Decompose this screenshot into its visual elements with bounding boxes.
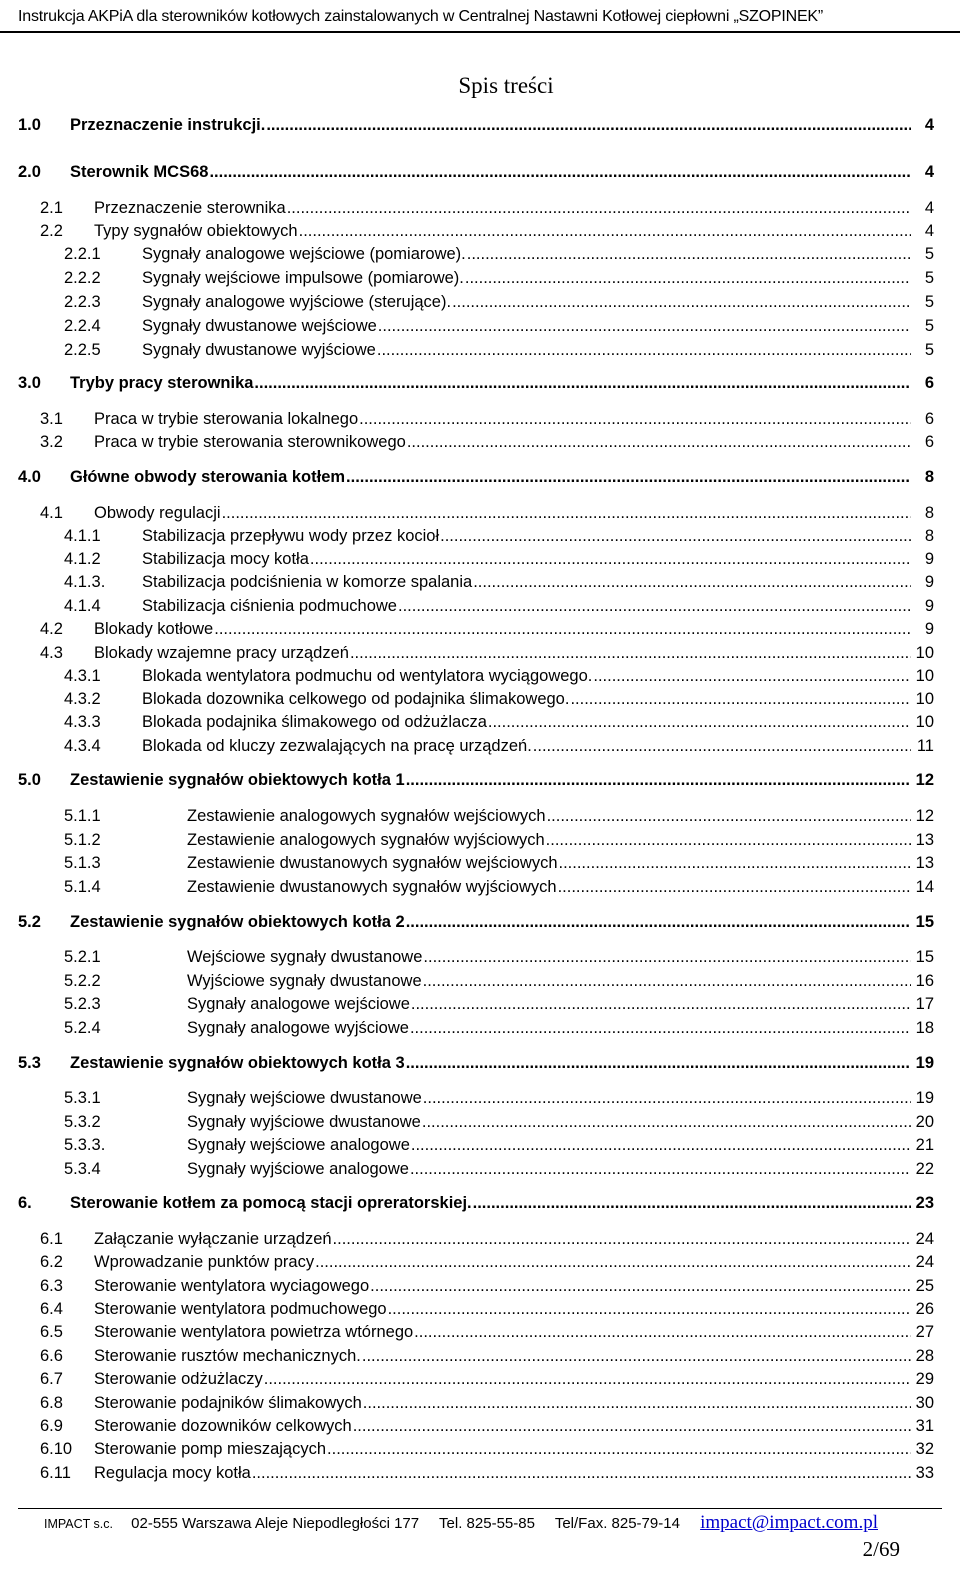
toc-entry-title: Blokada od kluczy zezwalających na pracę urządzeń. [142,737,532,755]
toc-entry[interactable] [40,1463,934,1483]
toc-entry-number: 4.1.2 [64,550,101,568]
toc-entry-title: Zestawienie analogowych sygnałów wejściowych [187,807,546,825]
toc-dot-leader [299,221,911,241]
toc-dot-leader [533,736,911,756]
toc-entry-number: 5.3 [18,1054,41,1072]
toc-entry[interactable] [40,1276,934,1296]
toc-entry-number: 5.2 [18,913,41,931]
toc-entry-number: 2.2.3 [64,293,101,311]
toc-dot-leader [310,549,911,569]
toc-dot-leader [350,643,911,663]
toc-entry[interactable] [64,736,934,756]
toc-entry-number: 4.3.2 [64,690,101,708]
toc-entry-number: 6.11 [40,1464,71,1482]
toc-entry-number: 6.4 [40,1300,63,1318]
toc-dot-leader [252,1463,911,1483]
toc-entry-number: 5.2.4 [64,1019,101,1037]
toc-dot-leader [559,853,911,873]
toc-entry[interactable] [40,1393,934,1413]
toc-entry-title: Sygnały analogowe wyjściowe [187,1019,409,1037]
toc-entry-page: 6 [924,433,934,451]
toc-entry[interactable] [18,115,934,135]
page-number: 2/69 [862,1537,900,1561]
toc-entry-number: 6.5 [40,1323,63,1341]
toc-entry[interactable] [40,1322,934,1342]
toc-dot-leader [411,1135,911,1155]
toc-entry-number: 2.2 [40,222,63,240]
toc-entry-number: 6.10 [40,1440,73,1458]
toc-entry-title: Sterowanie dozowników celkowych [94,1417,352,1435]
toc-entry-title: Sterowanie wentylatora wyciagowego [94,1277,370,1295]
toc-dot-leader [209,162,911,182]
toc-dot-leader [465,268,911,288]
toc-dot-leader [315,1252,911,1272]
toc-entry-page: 5 [924,293,934,311]
toc-dot-leader [406,1053,911,1073]
toc-dot-leader [363,1393,911,1413]
toc-entry[interactable] [40,221,934,241]
toc-entry-page: 11 [916,737,934,755]
toc-entry[interactable] [64,712,934,732]
toc-entry-page: 26 [915,1300,934,1318]
toc-entry-page: 4 [924,199,934,217]
toc-dot-leader [333,1229,911,1249]
toc-entry[interactable] [40,1439,934,1459]
toc-entry-title: Obwody regulacji [94,504,221,522]
toc-entry[interactable] [64,830,934,850]
toc-title [0,73,960,99]
toc-entry-title: Zestawienie dwustanowych sygnałów wejściowych [187,854,558,872]
toc-dot-leader [423,971,911,991]
toc-entry[interactable] [64,572,934,592]
toc-entry-page: 13 [915,831,934,849]
toc-dot-leader [398,596,911,616]
toc-entry-title: Sterowanie podajników ślimakowych [94,1394,362,1412]
toc-entry-title: Blokada wentylatora podmuchu od wentylatora wyciągowego. [142,667,593,685]
toc-entry[interactable] [18,162,934,182]
toc-entry-page: 27 [915,1323,934,1341]
toc-dot-leader [452,292,911,312]
toc-entry-page: 10 [915,644,934,662]
toc-dot-leader [377,340,911,360]
toc-entry[interactable] [18,1053,934,1073]
toc-entry[interactable] [40,643,934,663]
toc-entry-title: Sterowanie rusztów mechanicznych. [94,1347,361,1365]
toc-entry[interactable] [64,244,934,264]
toc-entry-page: 12 [915,807,934,825]
toc-dot-leader [287,198,911,218]
toc-entry-page: 29 [915,1370,934,1388]
toc-entry-title: Przeznaczenie sterownika [94,199,286,217]
toc-entry-page: 15 [915,913,934,931]
toc-dot-leader [410,1018,911,1038]
footer-fax: Tel/Fax. 825-79-14 [554,1515,680,1532]
toc-entry-number: 5.0 [18,771,41,789]
toc-entry[interactable] [40,1252,934,1272]
toc-entry[interactable] [40,1229,934,1249]
toc-entry-page: 19 [915,1089,934,1107]
toc-entry-title: Sygnały wejściowe analogowe [187,1136,410,1154]
toc-dot-leader [410,1159,911,1179]
toc-entry-page: 6 [924,410,934,428]
toc-entry-title: Typy sygnałów obiektowych [94,222,298,240]
toc-dot-leader [378,316,911,336]
toc-entry-title: Sygnały wejściowe impulsowe (pomiarowe). [142,269,464,287]
toc-entry-page: 17 [915,995,934,1013]
toc-entry[interactable] [18,467,934,487]
toc-entry-page: 5 [924,245,934,263]
toc-entry-page: 24 [915,1230,934,1248]
toc-entry[interactable] [64,596,934,616]
toc-dot-leader [467,244,911,264]
toc-entry-title: Blokada dozownika celkowego od podajnika ślimakowego. [142,690,570,708]
toc-entry[interactable] [40,409,934,429]
toc-entry-number: 6.1 [40,1230,63,1248]
toc-entry-title: Sygnały dwustanowe wejściowe [142,317,377,335]
toc-entry-page: 23 [915,1194,934,1212]
toc-entry-page: 20 [915,1113,934,1131]
toc-entry-number: 6.6 [40,1347,63,1365]
toc-entry-title: Tryby pracy sterownika [70,374,254,392]
toc-dot-leader [264,1369,911,1389]
toc-entry-number: 5.3.2 [64,1113,101,1131]
toc-entry[interactable] [64,340,934,360]
toc-entry[interactable] [18,1193,934,1213]
toc-entry-title: Sterowanie kotłem za pomocą stacji opreratorskiej. [70,1194,472,1212]
toc-entry[interactable] [40,1416,934,1436]
toc-entry-page: 12 [915,771,934,789]
toc-entry-page: 8 [924,468,934,486]
toc-entry[interactable] [64,549,934,569]
toc-entry-number: 5.1.3 [64,854,101,872]
toc-entry[interactable] [64,877,934,897]
toc-entry-title: Główne obwody sterowania kotłem [70,468,346,486]
toc-entry-page: 30 [915,1394,934,1412]
toc-dot-leader [488,712,911,732]
toc-dot-leader [327,1439,911,1459]
toc-entry-page: 21 [915,1136,934,1154]
toc-entry-page: 25 [915,1277,934,1295]
toc-title-text: Spis treści [458,73,554,98]
toc-entry-page: 9 [924,550,934,568]
toc-entry[interactable] [64,994,934,1014]
toc-entry[interactable] [64,947,934,967]
toc-entry-number: 6.7 [40,1370,63,1388]
toc-entry-title: Wejściowe sygnały dwustanowe [187,948,423,966]
toc-entry-number: 6. [18,1194,32,1212]
toc-entry-page: 4 [924,163,934,181]
toc-entry-title: Sygnały wejściowe dwustanowe [187,1089,422,1107]
toc-entry-number: 1.0 [18,116,41,134]
toc-entry-page: 10 [915,690,934,708]
toc-dot-leader [422,1112,911,1132]
toc-entry[interactable] [18,912,934,932]
toc-entry-page: 33 [915,1464,934,1482]
document-footer [44,1514,878,1533]
toc-entry-number: 6.2 [40,1253,63,1271]
toc-entry-title: Sterownik MCS68 [70,163,209,181]
toc-entry[interactable] [64,268,934,288]
toc-dot-leader [346,467,911,487]
footer-company: IMPACT s.c. [44,1517,113,1531]
toc-entry[interactable] [18,770,934,790]
toc-entry-page: 19 [915,1054,934,1072]
footer-phone: Tel. 825-55-85 [439,1515,535,1532]
toc-entry[interactable] [40,432,934,452]
toc-entry-title: Sygnały dwustanowe wyjściowe [142,341,376,359]
toc-dot-leader [570,689,911,709]
toc-entry-number: 4.3.4 [64,737,101,755]
toc-entry-title: Zestawienie dwustanowych sygnałów wyjściowych [187,878,557,896]
toc-entry-title: Blokady kotłowe [94,620,214,638]
toc-dot-leader [558,877,911,897]
toc-entry-title: Sterowanie wentylatora podmuchowego [94,1300,387,1318]
toc-entry-title: Sygnały wyjściowe dwustanowe [187,1113,421,1131]
toc-entry-page: 10 [915,667,934,685]
toc-entry-number: 6.3 [40,1277,63,1295]
header-text: Instrukcja AKPiA dla sterowników kotłowych zainstalowanych w Centralnej Nastawni Kotłowej ciepłowni „SZOPINEK” [18,8,824,25]
toc-dot-leader [359,409,911,429]
toc-entry-number: 4.3.3 [64,713,101,731]
toc-dot-leader [388,1299,911,1319]
toc-entry-title: Sterowanie pomp mieszających [94,1440,327,1458]
toc-entry[interactable] [64,1112,934,1132]
toc-dot-leader [214,619,911,639]
toc-entry-number: 5.1.2 [64,831,101,849]
toc-entry-title: Regulacja mocy kotła [94,1464,251,1482]
toc-entry[interactable] [64,666,934,686]
document-header [0,0,960,33]
toc-entry-title: Blokady wzajemne pracy urządzeń [94,644,349,662]
toc-entry-number: 4.3 [40,644,63,662]
toc-entry-page: 31 [915,1417,934,1435]
toc-dot-leader [370,1276,911,1296]
toc-entry-page: 10 [915,713,934,731]
footer-divider [18,1508,942,1509]
toc-entry-number: 5.3.1 [64,1089,101,1107]
toc-entry-page: 8 [924,504,934,522]
toc-dot-leader [254,373,911,393]
toc-entry-page: 14 [915,878,934,896]
toc-entry-number: 4.1.4 [64,597,101,615]
toc-entry-title: Sygnały analogowe wyjściowe (sterujące). [142,293,452,311]
toc-entry-page: 9 [924,573,934,591]
toc-entry-number: 5.2.2 [64,972,101,990]
toc-entry-number: 6.8 [40,1394,63,1412]
toc-entry-page: 24 [915,1253,934,1271]
toc-entry-page: 5 [924,269,934,287]
toc-entry[interactable] [18,373,934,393]
toc-entry-number: 4.3.1 [64,667,101,685]
toc-entry-number: 4.0 [18,468,41,486]
toc-dot-leader [222,503,911,523]
toc-entry[interactable] [64,292,934,312]
toc-entry[interactable] [64,689,934,709]
toc-entry-number: 5.1.4 [64,878,101,896]
toc-entry[interactable] [64,853,934,873]
toc-entry-title: Zestawienie analogowych sygnałów wyjściowych [187,831,545,849]
toc-entry[interactable] [64,806,934,826]
toc-dot-leader [407,432,911,452]
toc-entry-page: 18 [915,1019,934,1037]
toc-entry-title: Blokada podajnika ślimakowego od odżużlacza [142,713,487,731]
toc-dot-leader [546,830,911,850]
toc-entry-title: Stabilizacja podciśnienia w komorze spalania [142,573,473,591]
toc-entry[interactable] [40,198,934,218]
toc-entry-page: 16 [915,972,934,990]
toc-dot-leader [406,770,911,790]
toc-entry-number: 4.1.1 [64,527,101,545]
toc-entry-number: 5.2.1 [64,948,101,966]
toc-entry-number: 4.2 [40,620,63,638]
toc-dot-leader [423,947,911,967]
toc-entry-title: Sterowanie odżużlaczy [94,1370,263,1388]
toc-entry-number: 5.3.4 [64,1160,101,1178]
toc-entry-number: 3.1 [40,410,63,428]
toc-entry-number: 2.1 [40,199,63,217]
toc-entry-number: 4.1 [40,504,63,522]
toc-entry-page: 9 [924,620,934,638]
toc-entry-number: 3.0 [18,374,41,392]
toc-dot-leader [353,1416,911,1436]
toc-dot-leader [362,1346,911,1366]
toc-entry-title: Wprowadzanie punktów pracy [94,1253,315,1271]
toc-entry-title: Stabilizacja przepływu wody przez kocioł [142,527,440,545]
toc-dot-leader [473,572,911,592]
toc-entry-title: Zestawienie sygnałów obiektowych kotła 2 [70,913,405,931]
toc-entry-page: 32 [915,1440,934,1458]
toc-entry-page: 8 [924,527,934,545]
toc-entry[interactable] [64,1135,934,1155]
toc-entry-title: Załączanie wyłączanie urządzeń [94,1230,332,1248]
toc-entry-number: 2.2.1 [64,245,101,263]
toc-entry-number: 6.9 [40,1417,63,1435]
toc-entry-number: 2.2.2 [64,269,101,287]
toc-entry-number: 4.1.3. [64,573,106,591]
toc-dot-leader [547,806,911,826]
toc-entry[interactable] [64,1018,934,1038]
toc-dot-leader [423,1088,911,1108]
toc-dot-leader [593,666,911,686]
toc-entry-number: 2.0 [18,163,41,181]
toc-entry-page: 5 [924,341,934,359]
toc-entry-page: 22 [915,1160,934,1178]
toc-entry-title: Zestawienie sygnałów obiektowych kotła 1 [70,771,405,789]
toc-entry-number: 5.1.1 [64,807,101,825]
toc-entry-title: Zestawienie sygnałów obiektowych kotła 3 [70,1054,405,1072]
toc-entry[interactable] [40,503,934,523]
toc-entry-title: Przeznaczenie instrukcji. [70,116,266,134]
toc-entry-title: Sterowanie wentylatora powietrza wtórnego [94,1323,414,1341]
toc-entry-title: Stabilizacja ciśnienia podmuchowe [142,597,397,615]
toc-entry[interactable] [64,971,934,991]
toc-entry-page: 28 [915,1347,934,1365]
toc-entry[interactable] [40,1299,934,1319]
toc-entry-page: 15 [915,948,934,966]
toc-dot-leader [406,912,911,932]
toc-entry-title: Sygnały analogowe wejściowe [187,995,410,1013]
toc-dot-leader [440,526,911,546]
toc-entry-number: 2.2.4 [64,317,101,335]
toc-entry-title: Praca w trybie sterowania sterownikowego [94,433,406,451]
toc-entry-title: Praca w trybie sterowania lokalnego [94,410,359,428]
toc-entry[interactable] [64,316,934,336]
toc-entry-page: 6 [924,374,934,392]
toc-entry-title: Wyjściowe sygnały dwustanowe [187,972,422,990]
toc-entry[interactable] [40,1346,934,1366]
toc-entry-page: 9 [924,597,934,615]
toc-entry-page: 4 [924,222,934,240]
toc-dot-leader [414,1322,911,1342]
toc-entry-title: Sygnały analogowe wejściowe (pomiarowe). [142,245,466,263]
toc-entry-number: 5.2.3 [64,995,101,1013]
toc-entry-title: Sygnały wyjściowe analogowe [187,1160,409,1178]
toc-entry[interactable] [40,619,934,639]
toc-entry[interactable] [64,1088,934,1108]
toc-entry-page: 5 [924,317,934,335]
toc-entry-number: 5.3.3. [64,1136,106,1154]
toc-entry[interactable] [40,1369,934,1389]
toc-entry[interactable] [64,526,934,546]
toc-entry-page: 13 [915,854,934,872]
toc-dot-leader [411,994,911,1014]
toc-dot-leader [473,1193,911,1213]
toc-entry-number: 2.2.5 [64,341,101,359]
toc-entry[interactable] [64,1159,934,1179]
toc-dot-leader [266,115,911,135]
footer-email-link[interactable]: impact@impact.com.pl [700,1512,878,1533]
toc-entry-page: 4 [924,116,934,134]
toc-entry-title: Stabilizacja mocy kotła [142,550,309,568]
toc-entry-number: 3.2 [40,433,63,451]
footer-address: 02-555 Warszawa Aleje Niepodległości 177 [131,1515,420,1532]
